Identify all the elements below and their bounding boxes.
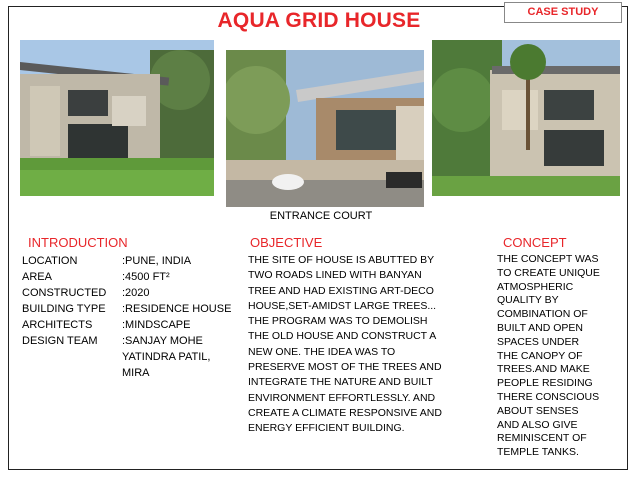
photo-caption: ENTRANCE COURT <box>269 210 373 222</box>
detail-value: YATINDRA PATIL, <box>122 351 211 363</box>
concept-text <box>497 253 600 460</box>
concept-line: TREES.AND MAKE <box>497 363 590 376</box>
concept-line: TEMPLE TANKS. <box>497 446 579 459</box>
case-study-badge: CASE STUDY <box>504 2 622 23</box>
detail-value: :RESIDENCE HOUSE <box>122 303 232 315</box>
objective-heading: OBJECTIVE <box>250 235 323 250</box>
detail-key: CONSTRUCTED <box>22 287 107 299</box>
objective-line: NEW ONE. THE IDEA WAS TO <box>248 345 396 358</box>
concept-line: THERE CONSCIOUS <box>497 390 600 403</box>
concept-line: AND ALSO GIVE <box>497 418 578 431</box>
objective-line: INTEGRATE THE NATURE AND BUILT <box>248 376 433 389</box>
detail-key: DESIGN TEAM <box>22 335 98 347</box>
detail-key: BUILDING TYPE <box>22 303 106 315</box>
objective-line: THE SITE OF HOUSE IS ABUTTED BY <box>248 254 435 266</box>
detail-key: LOCATION <box>22 255 78 267</box>
entrance-court-photo <box>226 50 424 207</box>
house-photo-right <box>432 40 620 196</box>
concept-line: REMINISCENT OF <box>497 432 587 445</box>
concept-line: TO CREATE UNIQUE <box>497 266 600 279</box>
detail-key: AREA <box>22 271 52 283</box>
concept-line: PEOPLE RESIDING <box>497 377 593 390</box>
concept-line: BUILT AND OPEN <box>497 321 583 334</box>
objective-line: ENVIRONMENT EFFORTLESSLY. AND <box>248 391 436 404</box>
objective-text <box>248 253 442 437</box>
concept-line: SPACES UNDER <box>497 335 580 348</box>
concept-line: THE CONCEPT WAS <box>497 253 599 265</box>
concept-line: QUALITY BY <box>497 294 559 307</box>
detail-value: :4500 FT² <box>122 271 170 283</box>
objective-line: ENERGY EFFICIENT BUILDING. <box>248 422 405 435</box>
detail-value: MIRA <box>122 367 150 379</box>
objective-line: THE OLD HOUSE AND CONSTRUCT A <box>248 330 437 343</box>
detail-key: ARCHITECTS <box>22 319 93 331</box>
concept-line: THE CANOPY OF <box>497 349 583 362</box>
objective-line: HOUSE,SET-AMIDST LARGE TREES... <box>248 299 437 312</box>
objective-line: THE PROGRAM WAS TO DEMOLISH <box>248 315 428 328</box>
concept-heading: CONCEPT <box>503 235 567 250</box>
concept-line: ABOUT SENSES <box>497 404 579 417</box>
objective-line: TWO ROADS LINED WITH BANYAN <box>248 269 422 282</box>
objective-line: TREE AND HAD EXISTING ART-DECO <box>248 284 434 297</box>
detail-value: :SANJAY MOHE <box>122 335 203 347</box>
concept-line: COMBINATION OF <box>497 308 588 321</box>
objective-line: CREATE A CLIMATE RESPONSIVE AND <box>248 406 442 419</box>
detail-value: :MINDSCAPE <box>122 319 191 331</box>
detail-value: :PUNE, INDIA <box>122 255 192 267</box>
house-photo-left <box>20 40 214 196</box>
concept-line: ATMOSPHERIC <box>497 280 574 293</box>
page-title: AQUA GRID HOUSE <box>217 9 421 32</box>
introduction-heading: INTRODUCTION <box>28 235 128 250</box>
objective-line: PRESERVE MOST OF THE TREES AND <box>248 361 442 374</box>
detail-value: :2020 <box>122 287 150 299</box>
